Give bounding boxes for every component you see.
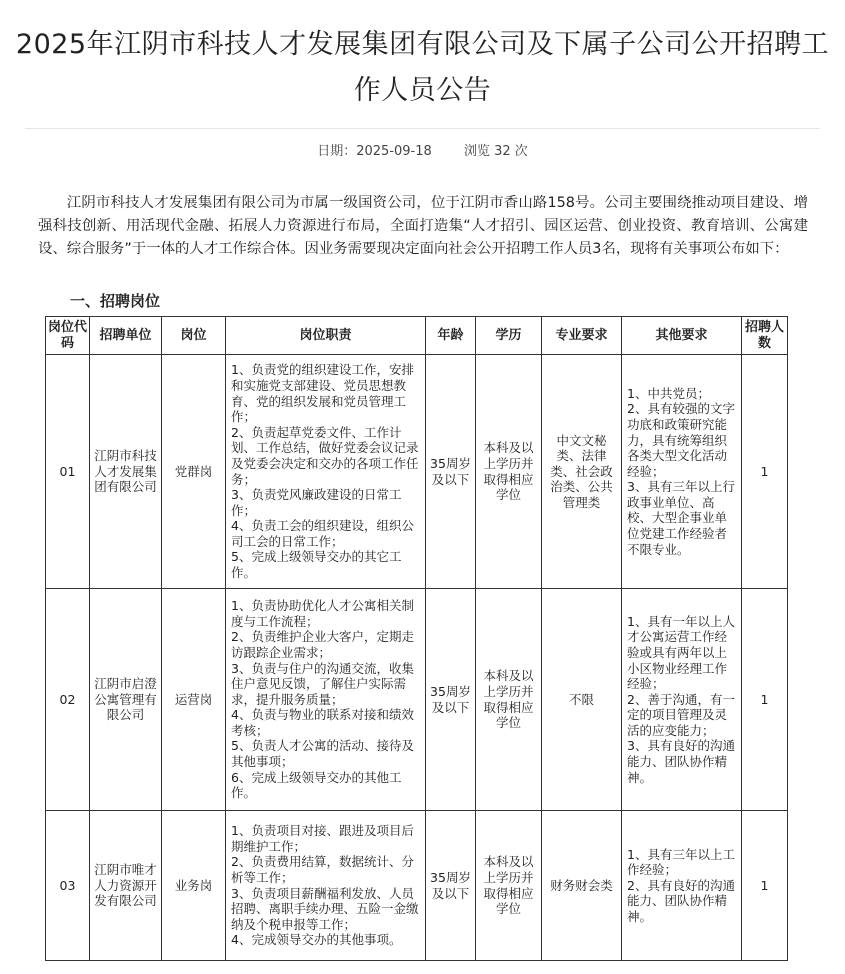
view-count: 浏览 32 次 xyxy=(463,144,528,159)
cell-code: 03 xyxy=(46,811,90,961)
cell-count: 1 xyxy=(742,811,788,961)
meta-divider xyxy=(25,128,820,129)
cell-duties xyxy=(226,589,426,811)
other-item: 1、中共党员； xyxy=(627,385,710,401)
cell-post: 党群岗 xyxy=(162,355,226,589)
duty-item: 1、负责党的组织建设工作，安排和实施党支部建设、党员思想教育、党的组织发展和党员管理工作； xyxy=(231,362,414,425)
col-header: 其他要求 xyxy=(622,317,742,355)
duty-item: 5、完成上级领导交办的其它工作。 xyxy=(231,549,402,581)
cell-age: 35周岁及以下 xyxy=(426,589,476,811)
duty-item: 2、负责维护企业大客户，定期走访跟踪企业需求； xyxy=(231,629,414,660)
cell-other xyxy=(622,355,742,589)
cell-duties xyxy=(226,811,426,961)
cell-count: 1 xyxy=(742,589,788,811)
col-header: 学历 xyxy=(476,317,542,355)
intro-paragraph: 江阴市科技人才发展集团有限公司为市属一级国资公司，位于江阴市香山路158号。公司主要围绕推动项目建设、增强科技创新、用活现代金融、拓展人力资源进行布局，全面打造集“人才招引、园区运营、创业投资、教育培训、公寓建设、综合服务”于一体的人才工作综合体。因业务需要现决定面向社会公开招聘工作人员3名，现将有关事项公布如下： xyxy=(38,195,808,258)
cell-duties xyxy=(226,355,426,589)
other-item: 2、具有良好的沟通能力、团队协作精神。 xyxy=(627,877,735,924)
cell-post: 运营岗 xyxy=(162,589,226,811)
col-header: 招聘人数 xyxy=(742,317,788,355)
duty-item: 3、负责与住户的沟通交流，收集住户意见反馈，了解住户实际需求，提升服务质量； xyxy=(231,660,414,707)
other-item: 1、具有三年以上工作经验； xyxy=(627,846,735,878)
col-header: 招聘单位 xyxy=(90,317,162,355)
other-item: 1、具有一年以上人才公寓运营工作经验或具有两年以上小区物业经理工作经验； xyxy=(627,613,735,692)
duty-item: 4、负责工会的组织建设，组织公司工会的日常工作； xyxy=(231,518,414,549)
cell-other xyxy=(622,589,742,811)
table-header-row xyxy=(46,317,788,355)
cell-count: 1 xyxy=(742,355,788,589)
table-row xyxy=(46,811,788,961)
cell-unit: 江阴市启澄公寓管理有限公司 xyxy=(90,589,162,811)
duty-item: 5、负责人才公寓的活动、接待及其他事项； xyxy=(231,738,414,770)
cell-age: 35周岁及以下 xyxy=(426,811,476,961)
col-header: 岗位 xyxy=(162,317,226,355)
article-title-line1: 2025年江阴市科技人才发展集团有限公司及下属子公司公开招聘工 xyxy=(15,29,830,60)
cell-age: 35周岁及以下 xyxy=(426,355,476,589)
cell-major: 中文文秘类、法律类、社会政治类、公共管理类 xyxy=(542,355,622,589)
cell-education: 本科及以上学历并取得相应学位 xyxy=(476,811,542,961)
col-header: 岗位职责 xyxy=(226,317,426,355)
duty-item: 2、负责费用结算，数据统计、分析等工作； xyxy=(231,854,414,885)
other-item: 2、善于沟通，有一定的项目管理及灵活的应变能力； xyxy=(627,691,735,738)
duty-item: 2、负责起草党委文件、工作计划、工作总结，做好党委会议记录及党委会决定和交办的各项工作任务； xyxy=(231,424,419,487)
cell-other xyxy=(622,811,742,961)
article-meta xyxy=(0,140,845,159)
duty-item: 3、负责党风廉政建设的日常工作； xyxy=(231,487,402,518)
duty-item: 1、负责项目对接、跟进及项目后期维护工作； xyxy=(231,823,414,854)
other-item: 2、具有较强的文字功底和政策研究能力，具有统筹组织各类大型文化活动经验； xyxy=(627,401,735,479)
article-title-line2: 作人员公告 xyxy=(353,75,492,106)
cell-code: 02 xyxy=(46,589,90,811)
cell-major: 不限 xyxy=(542,589,622,811)
other-item: 3、具有良好的沟通能力、团队协作精神。 xyxy=(627,738,735,785)
table-row xyxy=(46,589,788,811)
table-row xyxy=(46,355,788,589)
duty-item: 3、负责项目薪酬福利发放、人员招聘、离职手续办理、五险一金缴纳及个税申报等工作； xyxy=(231,885,419,932)
cell-unit: 江阴市科技人才发展集团有限公司 xyxy=(90,355,162,589)
col-header: 专业要求 xyxy=(542,317,622,355)
col-header: 岗位代码 xyxy=(46,317,90,355)
cell-post: 业务岗 xyxy=(162,811,226,961)
col-header: 年龄 xyxy=(426,317,476,355)
cell-major: 财务财会类 xyxy=(542,811,622,961)
positions-table xyxy=(45,316,788,961)
duty-item: 1、负责协助优化人才公寓相关制度与工作流程； xyxy=(231,598,414,629)
cell-education: 本科及以上学历并取得相应学位 xyxy=(476,355,542,589)
cell-education: 本科及以上学历并取得相应学位 xyxy=(476,589,542,811)
cell-unit: 江阴市唯才人力资源开发有限公司 xyxy=(90,811,162,961)
other-item: 3、具有三年以上行政事业单位、高校、大型企事业单位党建工作经验者不限专业。 xyxy=(627,479,735,557)
cell-code: 01 xyxy=(46,355,90,589)
duty-item: 4、负责与物业的联系对接和绩效考核； xyxy=(231,707,414,738)
duty-item: 4、完成领导交办的其他事项。 xyxy=(231,932,402,948)
article-title xyxy=(0,22,845,114)
publish-date: 日期：2025-09-18 xyxy=(317,144,432,159)
section-heading: 一、招聘岗位 xyxy=(70,292,161,310)
duty-item: 6、完成上级领导交办的其他工作。 xyxy=(231,769,402,801)
